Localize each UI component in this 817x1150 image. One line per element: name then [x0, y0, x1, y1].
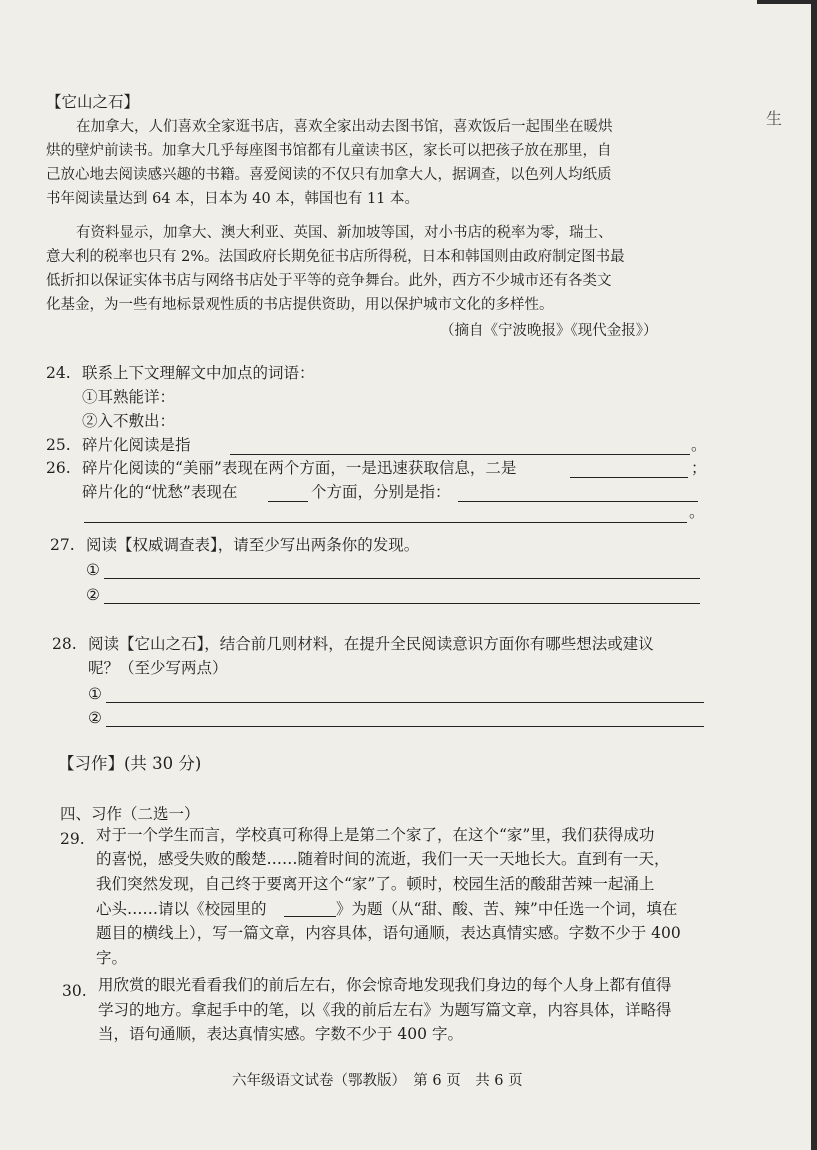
q27-text: 阅读【权威调查表】，请至少写出两条你的发现。 [86, 536, 420, 554]
writing-header: 【习作】(共 30 分) [58, 754, 202, 773]
page-footer: 六年级语文试卷（鄂教版） 第 6 页 共 6 页 [232, 1073, 523, 1089]
q26-end3: 。 [689, 503, 705, 521]
q29-line6: 字。 [96, 949, 128, 967]
q26-answer-line-1[interactable] [570, 477, 688, 478]
q30-line: 用欣赏的眼光看看我们的前后左右，你会惊奇地发现我们身边的每个人身上都有值得 [98, 976, 672, 994]
passage-title: 【它山之石】 [46, 93, 140, 111]
q26-count-blank[interactable] [268, 501, 308, 502]
q30-line: 当，语句通顺，表达真情实感。字数不少于 400 字。 [98, 1025, 463, 1043]
q24-text: 联系上下文理解文中加点的词语： [82, 364, 315, 382]
q26-line2a: 碎片化的“忧愁”表现在 [82, 483, 238, 501]
q28-item-2: ② [88, 709, 102, 727]
passage-source: （摘自《宁波晚报》《现代金报》） [440, 323, 658, 339]
q29-line: 我们突然发现，自己终于要离开这个“家”了。顿时，校园生活的酸甜苦辣一起涌上 [96, 875, 655, 893]
q28-line1: 阅读【它山之石】，结合前几则材料，在提升全民阅读意识方面你有哪些想法或建议 [88, 635, 654, 653]
q28-item-1: ① [88, 685, 102, 703]
passage-line: 己放心地去阅读感兴趣的书籍。喜爱阅读的不仅只有加拿大人，据调查，以色列人均纸质 [46, 167, 612, 183]
q25-text: 碎片化阅读是指 [82, 436, 191, 454]
q29-line5: 题目的横线上），写一篇文章，内容具体，语句通顺，表达真情实感。字数不少于 400 [96, 924, 681, 942]
q27-item-2: ② [86, 586, 100, 604]
q25-answer-line[interactable] [230, 454, 690, 455]
q24-number: 24. [46, 364, 71, 382]
q25-end: 。 [691, 436, 707, 454]
scan-edge-top [757, 0, 817, 4]
q28-number: 28. [52, 635, 77, 653]
q28-line2: 呢？（至少写两点） [88, 659, 228, 677]
q24-item-2: ②入不敷出： [82, 412, 176, 430]
q29-line4a: 心头……请以《校园里的 [96, 900, 267, 918]
q27-answer-line-2[interactable] [104, 603, 700, 604]
q26-number: 26. [46, 459, 71, 477]
q29-line4b: 》为题（从“甜、酸、苦、辣”中任选一个词，填在 [336, 900, 678, 918]
passage-line: 书年阅读量达到 64 本，日本为 40 本，韩国也有 11 本。 [46, 191, 420, 207]
q26-line1: 碎片化阅读的“美丽”表现在两个方面，一是迅速获取信息，二是 [82, 459, 517, 477]
q26-answer-line-3[interactable] [84, 522, 687, 523]
passage-line: 意大利的税率也只有 2%。法国政府长期免征书店所得税，日本和韩国则由政府制定图书最 [46, 249, 625, 265]
q24-item-1: ①耳熟能详： [82, 388, 176, 406]
q27-answer-line-1[interactable] [104, 578, 700, 579]
q30-number: 30. [62, 982, 87, 1000]
writing-subheader: 四、习作（二选一） [60, 805, 200, 823]
passage-line: 在加拿大，人们喜欢全家逛书店，喜欢全家出动去图书馆，喜欢饭后一起围坐在暖烘 [76, 119, 613, 135]
margin-char: 生 [766, 109, 783, 128]
q29-line: 对于一个学生而言，学校真可称得上是第二个家了，在这个“家”里，我们获得成功 [96, 826, 655, 844]
q27-number: 27. [50, 536, 75, 554]
q27-item-1: ① [86, 561, 100, 579]
scan-edge [811, 0, 817, 1150]
q26-answer-line-2[interactable] [458, 501, 698, 502]
passage-line: 低折扣以保证实体书店与网络书店处于平等的竞争舞台。此外，西方不少城市还有各类文 [46, 273, 612, 289]
q26-end1: ； [691, 459, 707, 477]
passage-line: 烘的壁炉前读书。加拿大几乎每座图书馆都有儿童读书区，家长可以把孩子放在那里，自 [46, 143, 612, 159]
passage-line: 有资料显示，加拿大、澳大利亚、英国、新加坡等国，对小书店的税率为零，瑞士、 [76, 225, 613, 241]
q25-number: 25. [46, 436, 71, 454]
q26-line2b: 个方面，分别是指： [311, 483, 451, 501]
q30-line: 学习的地方。拿起手中的笔，以《我的前后左右》为题写篇文章，内容具体，详略得 [98, 1001, 672, 1019]
q29-title-blank[interactable] [284, 916, 336, 917]
q28-answer-line-2[interactable] [106, 726, 704, 727]
passage-line: 化基金，为一些有地标景观性质的书店提供资助，用以保护城市文化的多样性。 [46, 297, 554, 313]
q28-answer-line-1[interactable] [106, 702, 704, 703]
q29-number: 29. [60, 830, 85, 848]
q29-line: 的喜悦，感受失败的酸楚……随着时间的流逝，我们一天一天地长大。直到有一天， [96, 850, 670, 868]
